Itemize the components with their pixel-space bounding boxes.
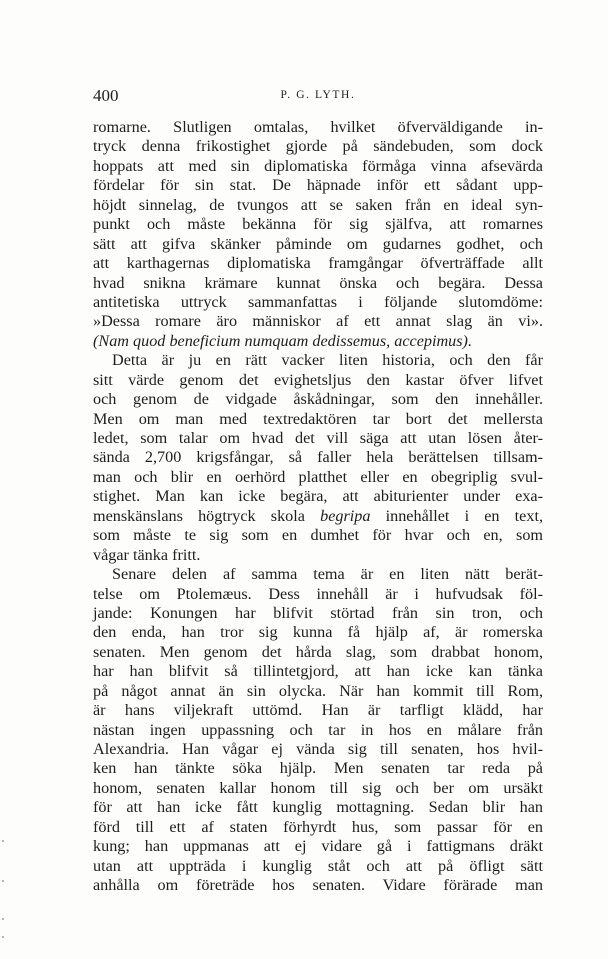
text-line: kung; han uppmanas att ej vidare gå i fattigmans dräkt [93, 837, 543, 856]
text-line: romarne. Slutligen omtalas, hvilket öfverväldigande in- [93, 118, 543, 136]
scan-speck [2, 840, 4, 842]
running-head [93, 86, 543, 108]
text-line: att karthagernas diplomatiska framgångar öfverträffade allt [93, 254, 543, 273]
scan-speck [2, 880, 4, 882]
text-line: som måste te sig som en dumhet för hvar och en, som [93, 526, 543, 545]
margin-scan-marks [2, 840, 6, 950]
text-line: förd till ett af staten förhyrdt hus, som passar för en [93, 817, 543, 836]
paragraph-start: Senare delen af samma tema är en liten nätt berät- [112, 565, 543, 584]
text-line: »Dessa romare äro människor af ett annat slag än vi». [93, 312, 543, 331]
text-line: för att han icke fått kunglig mottagning. Sedan blir han [93, 798, 543, 817]
text-line: Alexandria. Han vågar ej vända sig till senaten, hos hvil- [93, 740, 543, 758]
text-line: utan att uppträda i kunglig ståt och att på öfligt sätt [93, 856, 543, 875]
text-fragment: innehållet i en text, [370, 506, 543, 525]
text-line: på något annat än sin olycka. När han kommit till Rom, [93, 681, 543, 700]
text-line: honom, senaten kallar honom till sig och ber om ursäkt [93, 778, 543, 797]
text-line: har han blifvit så tillintetgjord, att han icke kan tänka [93, 662, 543, 681]
scan-speck [2, 936, 4, 938]
text-line: den enda, han tror sig kunna få hjälp af, är romerska [93, 623, 543, 642]
scan-speck [2, 918, 4, 920]
text-line: man och blir en oerhörd platthet eller en obegriplig svul- [93, 467, 543, 486]
text-line: nästan ingen uppassning och tar in hos en målare från [93, 720, 543, 739]
text-line: jande: Konungen har blifvit störtad från sin tron, och [93, 603, 543, 622]
text-line [93, 507, 543, 526]
text-line: sända 2,700 krigsfångar, så faller hela berättelsen tillsam- [93, 448, 543, 467]
text-line: ken han tänkte söka hjälp. Men senaten tar reda på [93, 759, 543, 778]
text-fragment: menskänslans högtryck skola [93, 506, 321, 525]
italic-word: begripa [320, 506, 371, 525]
text-line: antitetiska uttryck sammanfattas i följande slutomdöme: [93, 292, 543, 311]
text-line: höjdt sinnelag, de tvungos att se saken från en ideal syn- [93, 195, 543, 214]
text-line-latin-quote: (Nam quod beneficium numquam dedissemus, accepimus). [93, 331, 472, 350]
text-line: sitt värde genom det evighetsljus den kastar öfver lifvet [93, 370, 543, 389]
text-line: Men om man med textredaktören tar bort det mellersta [93, 409, 543, 428]
text-line: tryck denna frikostighet gjorde på sändebuden, som dock [93, 137, 543, 156]
running-title: P. G. LYTH. [280, 89, 356, 101]
text-line: anhålla om företräde hos senaten. Vidare förärade man [93, 876, 543, 895]
text-line: sätt att gifva skänker påminde om gudarnes godhet, och [93, 234, 543, 253]
body-text [93, 118, 543, 896]
text-line: ledet, som talar om hvad det vill säga att utan lösen åter- [93, 429, 543, 447]
page-number: 400 [93, 86, 119, 105]
text-line: är hans viljekraft uttömd. Han är tarfligt klädd, har [93, 701, 543, 720]
text-line: telse om Ptolemæus. Dess innehåll är i hufvudsak föl- [93, 584, 543, 603]
paragraph-start: Detta är ju en rätt vacker liten historia, och den får [112, 351, 543, 370]
text-line: senaten. Men genom det hårda slag, som drabbat honom, [93, 642, 543, 661]
text-line: fördelar för sin stat. De häpnade inför ett sådant upp- [93, 176, 543, 195]
text-line: stighet. Man kan icke begära, att abiturienter under exa- [93, 487, 543, 506]
text-line: punkt och måste bekänna för sig själfva, att romarnes [93, 215, 543, 234]
text-line: vågar tänka fritt. [93, 545, 201, 564]
text-line: hoppats att med sin diplomatiska förmåga vinna afsevärda [93, 156, 543, 175]
text-line: hvad snikna krämare kunnat önska och begära. Dessa [93, 273, 543, 292]
text-line: och genom de vidgade åskådningar, som den innehåller. [93, 390, 543, 409]
